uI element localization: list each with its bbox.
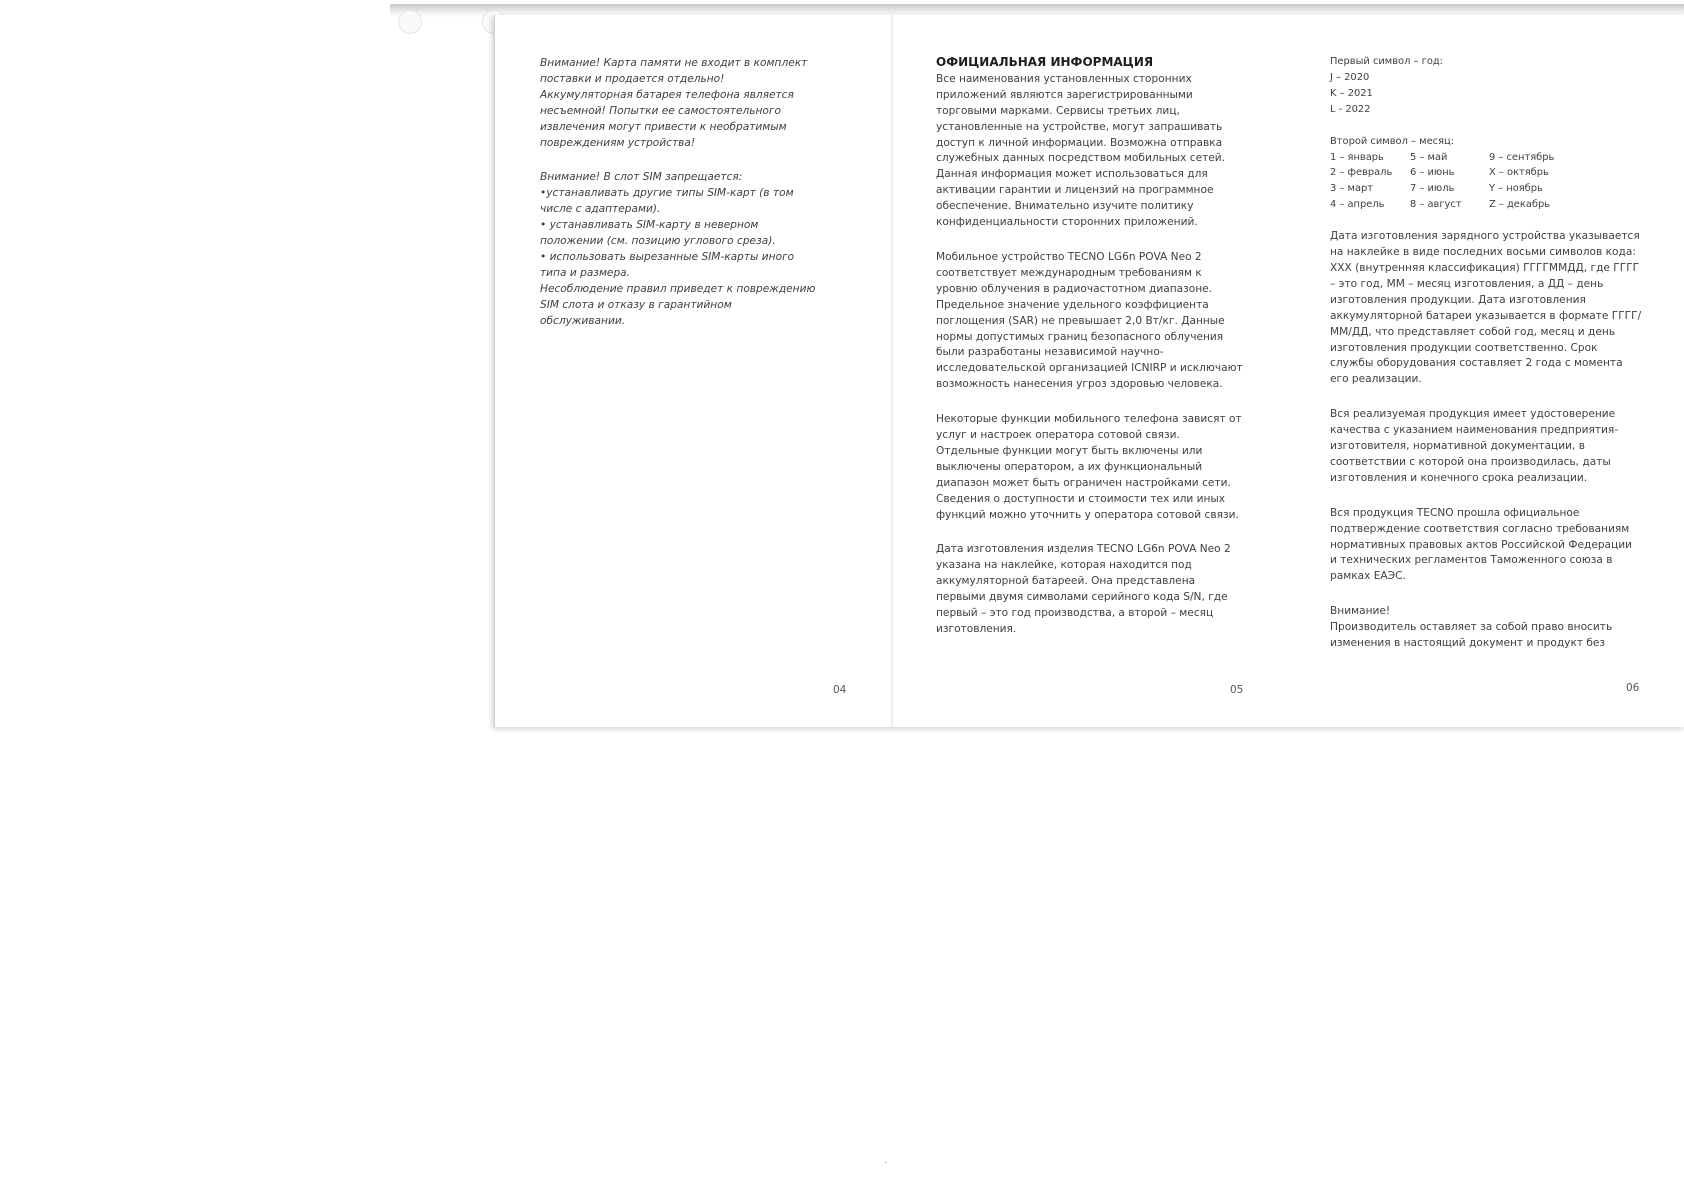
month-table — [1330, 150, 1630, 214]
sar-paragraph: Мобильное устройство TECNO LG6n POVA Neo 2 соответствует международным требованиям к уровню облучения в радиочастотном диапазоне. Предельное значение удельного коэффициента поглощения (SAR) не превышает 2,0 Вт/кг. Данные нормы допустимых границ безопасного облучения были разработаны независимой научно-исследовательской организацией ICNIRP и исключают возможность нанесения угроз здоровью человека. — [936, 250, 1243, 391]
scan-speck — [885, 1162, 887, 1163]
month-item: 9 – сентябрь — [1489, 151, 1555, 163]
conformity-paragraph: Вся продукция TECNO прошла официальное подтверждение соответствия согласно требованиям нормативных правовых актов Российской Федерации и технических регламентов Таможенного союза в рамках ЕАЭС. — [1330, 506, 1633, 583]
memory-card-warning: Внимание! Карта памяти не входит в комплект поставки и продается отдельно! Аккумуляторная батарея телефона является несъемной! Попытки ее самостоятельного извлечения могут привести к необратимым повреждениям устройства! — [540, 57, 808, 149]
month-item: 1 – январь — [1330, 151, 1384, 163]
page-number-04: 04 — [833, 684, 847, 696]
year-item: L - 2022 — [1330, 103, 1371, 115]
page-number-05: 05 — [1230, 684, 1244, 696]
page-06-content — [1330, 54, 1642, 652]
page-fold — [891, 15, 893, 727]
sim-warning-title: Внимание! В слот SIM запрещается: — [540, 171, 743, 184]
sim-slot-warning — [540, 170, 818, 329]
month-item: Y – ноябрь — [1489, 183, 1543, 195]
sim-warning-item: •устанавливать другие типы SIM-карт (в том числе с адаптерами). — [540, 187, 794, 216]
year-item: K – 2021 — [1330, 87, 1373, 99]
month-title: Второй символ – месяц: — [1330, 135, 1455, 147]
month-item: Z – декабрь — [1489, 199, 1551, 211]
attention-label: Внимание! — [1330, 605, 1391, 618]
third-party-paragraph: Все наименования установленных сторонних приложений являются зарегистрированными торговыми марками. Сервисы третьих лиц, установленные на устройстве, могут запрашивать доступ к личной информации. Возможна отправка служебных данных посредством мобильных сетей. Данная информация может использоваться для активации гарантии и лицензий на программное обеспечение. Внимательно изучите политику конфиденциальности сторонних приложений. — [936, 72, 1226, 229]
month-item: X – октябрь — [1489, 167, 1549, 179]
manufacture-date-paragraph: Дата изготовления изделия TECNO LG6n POVA Neo 2 указана на наклейке, которая находится под аккумуляторной батареей. Она представлена первыми двумя символами серийного кода S/N, где первый – это год производства, а второй – месяц изготовления. — [936, 543, 1231, 635]
sim-warning-consequence: Несоблюдение правил приведет к повреждению SIM слота и отказу в гарантийном обслуживании. — [540, 282, 816, 327]
year-item: J – 2020 — [1330, 71, 1370, 83]
month-item: 2 – февраль — [1330, 167, 1393, 179]
year-title: Первый символ – год: — [1330, 56, 1444, 67]
month-item: 8 – август — [1410, 199, 1462, 211]
quality-certificate-paragraph: Вся реализуемая продукция имеет удостоверение качества с указанием наименования предприятия-изготовителя, нормативной документации, в соответствии с которой она производилась, даты изготовления и конечного срока реализации. — [1330, 408, 1619, 484]
charger-date-paragraph: Дата изготовления зарядного устройства указывается на наклейке в виде последних восьми символов кода: XXX (внутренняя классификация) ГГГГММДД, где ГГГГ – это год, ММ – месяц изготовления, а ДД – день изготовления продукции. Дата изготовления аккумуляторной батареи указывается в формате ГГГГ/ММ/ДД, что представляет собой год, месяц и день изготовления продукции соответственно. Срок службы оборудования составляет 2 года с момента его реализации. — [1330, 230, 1642, 386]
operator-paragraph: Некоторые функции мобильного телефона зависят от услуг и настроек оператора сотовой связи. Отдельные функции могут быть включены или выключены оператором, а их функциональный диапазон может быть ограничен настройками сети. Сведения о доступности и стоимости тех или иных функций можно уточнить у оператора сотовой связи. — [936, 413, 1242, 521]
month-item: 4 – апрель — [1330, 199, 1385, 211]
sim-warning-item: • устанавливать SIM-карту в неверном положении (см. позицию углового среза). — [540, 219, 776, 248]
sim-warning-item: • использовать вырезанные SIM-карты иного типа и размера. — [540, 250, 795, 279]
month-item: 5 – май — [1410, 151, 1448, 163]
page-number-06: 06 — [1626, 682, 1640, 694]
month-item: 7 – июль — [1410, 183, 1455, 195]
section-heading: ОФИЦИАЛЬНАЯ ИНФОРМАЦИЯ — [936, 55, 1154, 69]
manufacturer-rights-paragraph: Производитель оставляет за собой право вносить изменения в настоящий документ и продукт без — [1330, 621, 1613, 650]
binder-hole — [398, 10, 422, 34]
month-item: 6 – июнь — [1410, 167, 1455, 179]
month-item: 3 – март — [1330, 183, 1374, 195]
page-05-content — [936, 55, 1246, 657]
page-04-content — [540, 56, 818, 330]
